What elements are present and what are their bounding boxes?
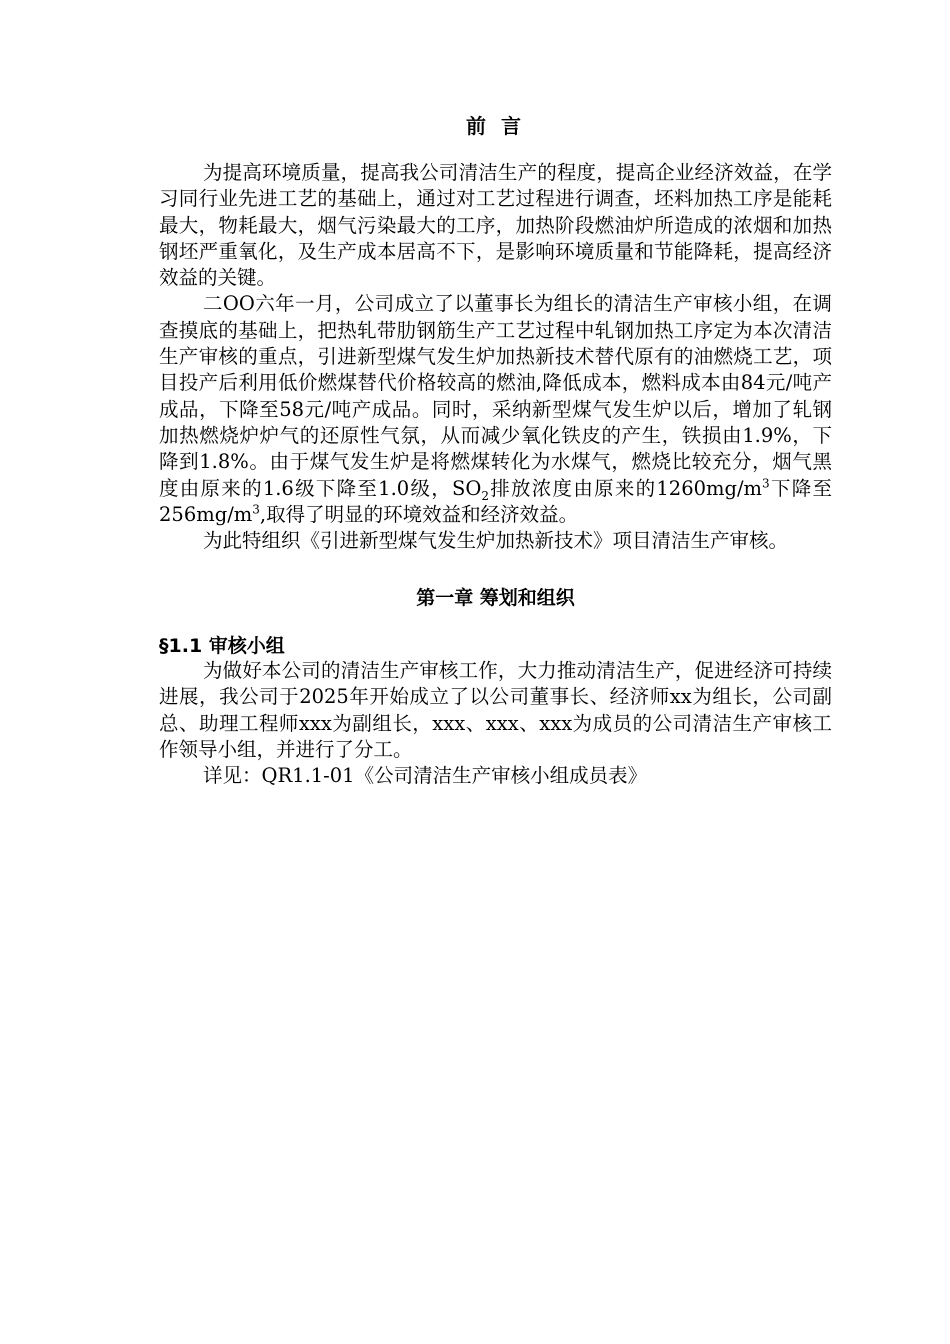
unit-superscript-2: 3 (252, 502, 260, 517)
section-paragraph-1: 为做好本公司的清洁生产审核工作，大力推动清洁生产，促进经济可持续进展，我公司于2025年开始成立了以公司董事长、经济师xx为组长，公司副总、助理工程师xxx为副组长，xxx、xxx、xxx为成员的公司清洁生产审核工作领导小组，并进行了分工。 (159, 659, 832, 761)
preface-paragraph-3: 为此特组织《引进新型煤气发生炉加热新技术》项目清洁生产审核。 (203, 529, 789, 553)
unit-superscript-1: 3 (762, 476, 770, 491)
preface-paragraph-2 (159, 291, 832, 528)
section-paragraph-2: 详见：QR1.1-01《公司清洁生产审核小组成员表》 (203, 764, 648, 788)
preface-paragraph-2-part-c: 下降至256mg/m (159, 476, 832, 526)
preface-paragraph-2-part-a: 二OO六年一月，公司成立了以董事长为组长的清洁生产审核小组，在调查摸底的基础上，把热轧带肋钢筋生产工艺过程中轧钢加热工序定为本次清洁生产审核的重点，引进新型煤气发生炉加热新技术替代原有的油燃烧工艺，项目投产后利用低价燃煤替代价格较高的燃油,降低成本，燃料成本由84元/吨产成品，下降至58元/吨产成品。同时，采纳新型煤气发生炉以后，增加了轧钢加热燃烧炉炉气的还原性气氛，从而减少氧化铁皮的产生，铁损由1.9%，下降到1.8%。由于煤气发生炉是将燃煤转化为水煤气，燃烧比较充分，烟气黑度由原来的1.6级下降至1.0级，SO (159, 292, 832, 500)
preface-paragraph-1: 为提高环境质量，提高我公司清洁生产的程度，提高企业经济效益，在学习同行业先进工艺的基础上，通过对工艺过程进行调查，坯料加热工序是能耗最大，物耗最大，烟气污染最大的工序，加热阶段燃油炉所造成的浓烟和加热钢坯严重氧化，及生产成本居高不下，是影响环境质量和节能降耗，提高经济效益的关键。 (159, 161, 832, 290)
preface-title: 前 言 (466, 114, 525, 138)
section-body (159, 658, 832, 789)
preface-paragraph-2-part-d: ,取得了明显的环境效益和经济效益。 (259, 502, 579, 526)
preface-paragraph-2-part-b: 排放浓度由原来的1260mg/m (488, 476, 763, 500)
section-title: §1.1 审核小组 (159, 635, 285, 657)
so2-subscript: 2 (481, 488, 489, 503)
preface-body (159, 160, 832, 554)
chapter-title: 第一章 筹划和组织 (416, 587, 575, 609)
